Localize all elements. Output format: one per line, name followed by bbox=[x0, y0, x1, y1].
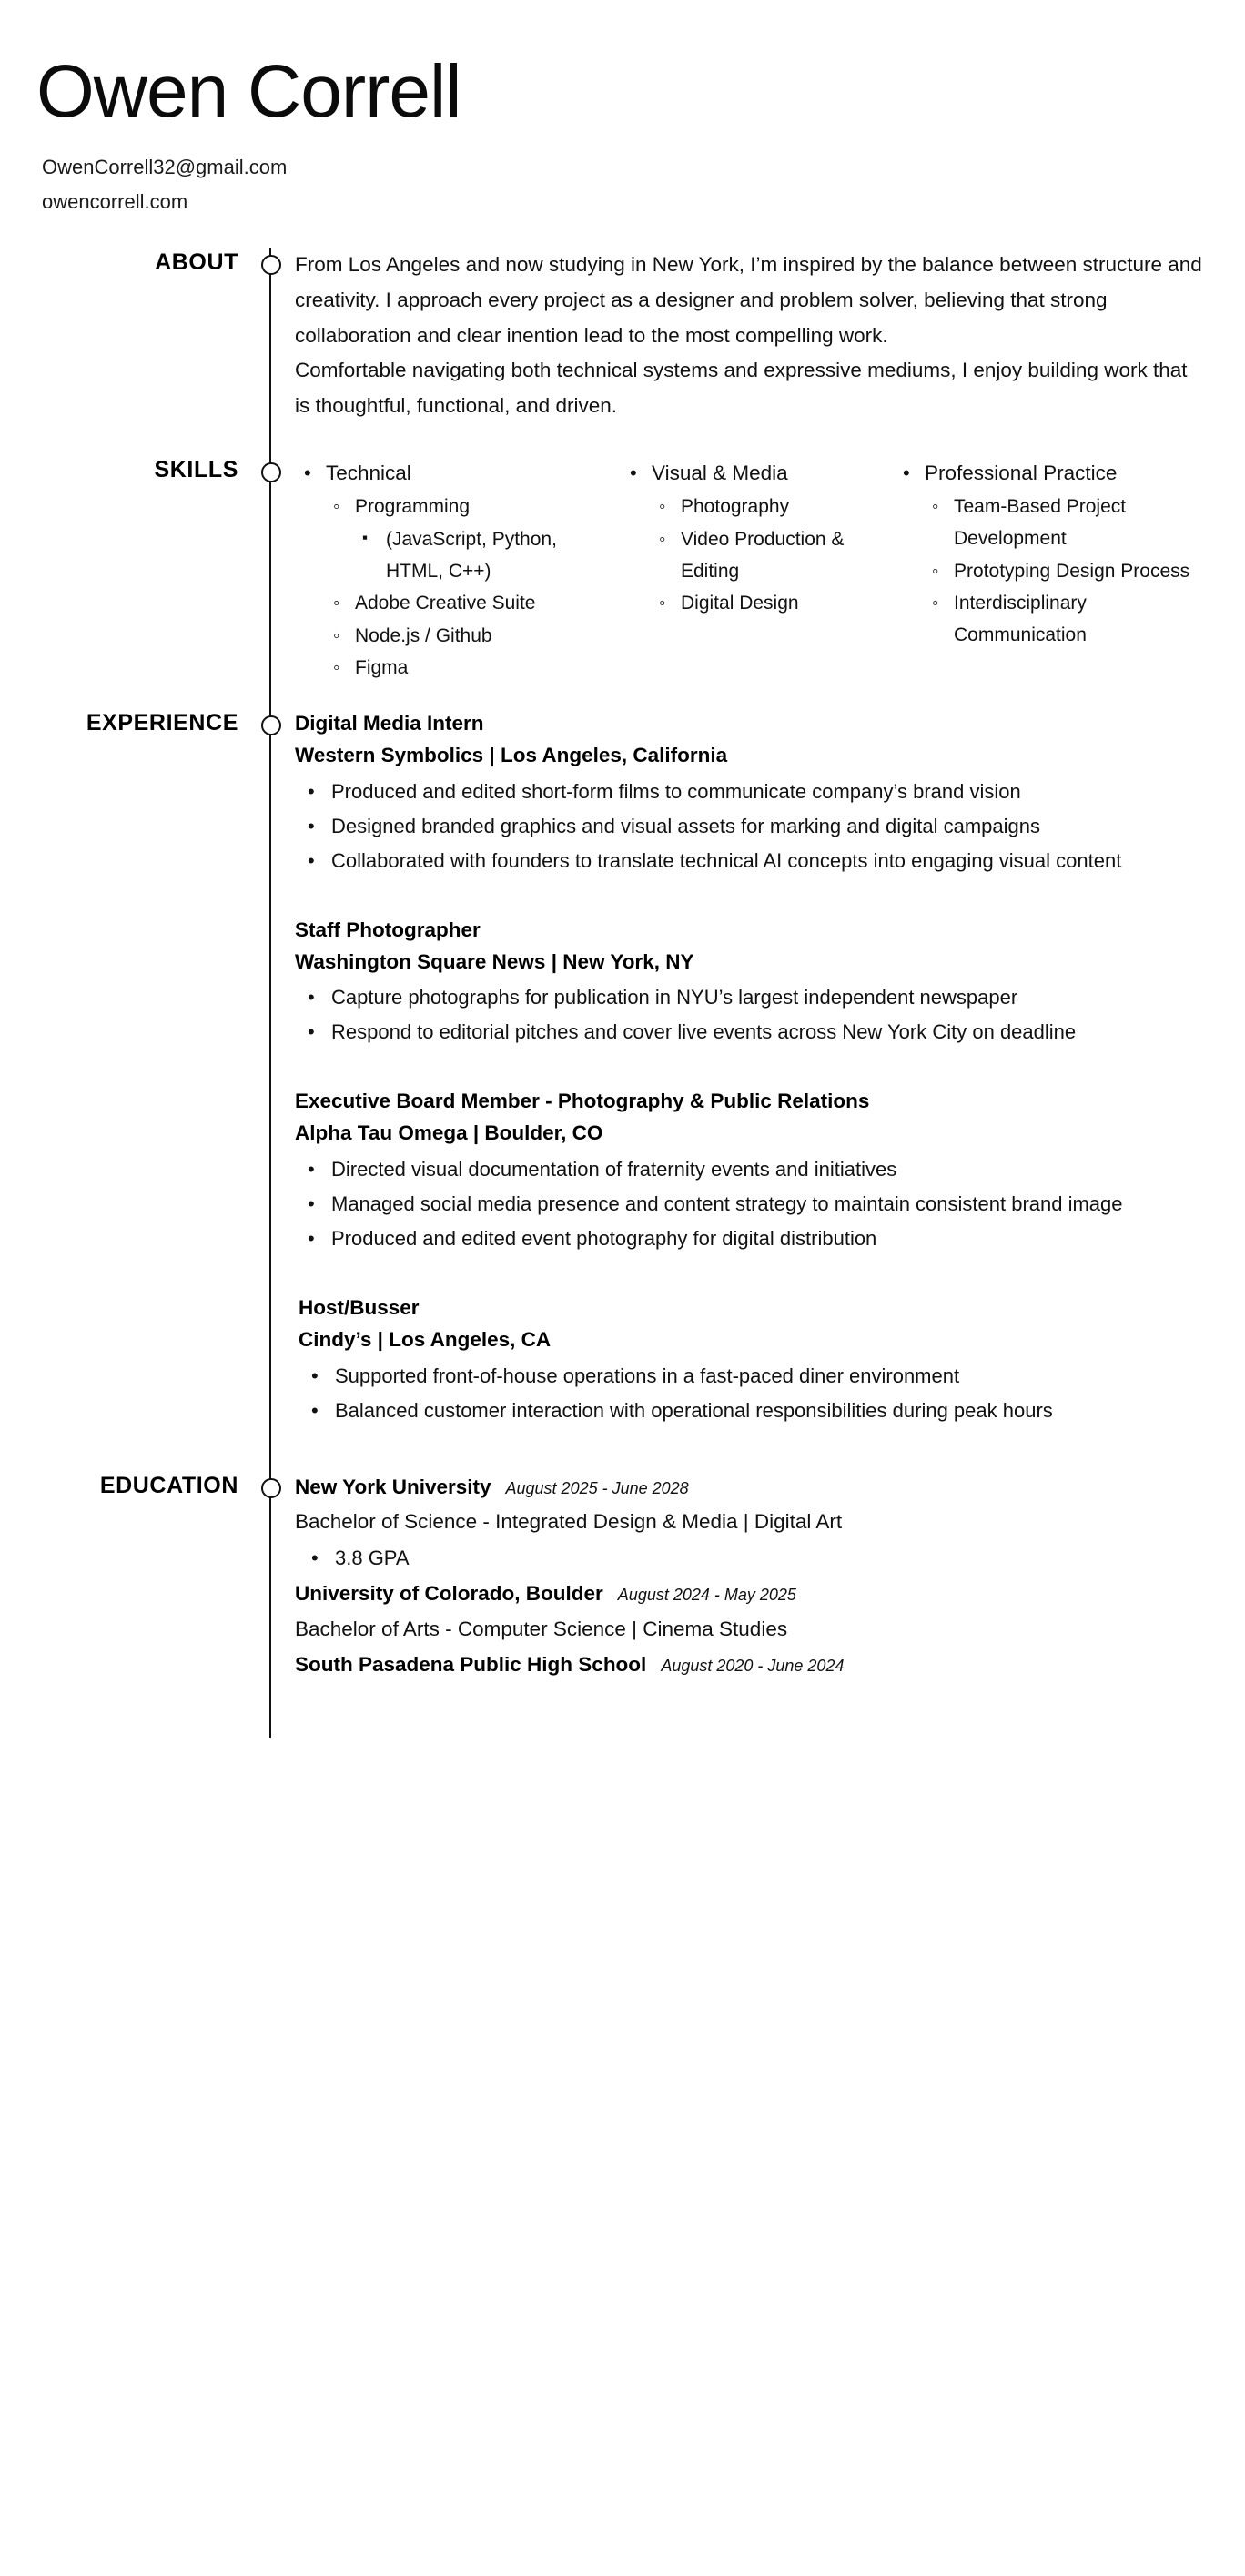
skill-group-heading: • Professional Practice bbox=[925, 457, 1201, 490]
skill-item bbox=[652, 588, 881, 620]
skills-body bbox=[288, 455, 1245, 686]
experience-body bbox=[288, 708, 1245, 1429]
job-title: Digital Media Intern bbox=[295, 712, 484, 735]
timeline-circle-icon bbox=[261, 255, 281, 275]
education-headline bbox=[295, 1648, 1214, 1681]
timeline-circle-icon bbox=[261, 1478, 281, 1498]
experience-entry bbox=[295, 708, 1214, 878]
skill-group-heading: • Visual & Media bbox=[652, 457, 881, 490]
resume-header bbox=[0, 36, 1245, 215]
education-headline bbox=[295, 1577, 1214, 1610]
skill-item-label: ◦ Photography bbox=[681, 492, 881, 523]
job-bullet: • Balanced customer interaction with operational responsibilities during peak hours bbox=[295, 1394, 1187, 1428]
education-body bbox=[288, 1471, 1245, 1683]
skill-item-label: ◦ Programming bbox=[355, 492, 608, 523]
job-bullet: • Produced and edited event photography for digital distribution bbox=[295, 1222, 1187, 1256]
skill-group bbox=[621, 457, 881, 620]
job-organization: Western Symbolics | Los Angeles, California bbox=[295, 744, 728, 766]
job-bullet: • Collaborated with founders to translate technical AI concepts into engaging visual content bbox=[295, 845, 1187, 878]
education-entry bbox=[295, 1471, 1214, 1575]
skill-item-label: ◦ Video Production & Editing bbox=[681, 524, 881, 587]
about-paragraph-1: From Los Angeles and now studying in New York, I’m inspired by the balance between structure and creativity. I approach every project as a designer and problem solver, believing that strong collaboration and clear inention lead to the most compelling work. bbox=[295, 253, 1202, 347]
spacer bbox=[0, 686, 1245, 708]
skill-item bbox=[326, 621, 608, 653]
skill-item bbox=[326, 588, 608, 620]
education-marker-col bbox=[255, 1471, 288, 1683]
skill-group bbox=[295, 457, 608, 685]
skill-item bbox=[326, 653, 608, 685]
section-experience bbox=[0, 708, 1245, 1429]
about-body bbox=[288, 248, 1245, 423]
job-organization: Washington Square News | New York, NY bbox=[295, 949, 694, 973]
experience-entry bbox=[295, 915, 1214, 1050]
timeline-circle-icon bbox=[261, 462, 281, 482]
spacer bbox=[0, 424, 1245, 455]
skill-item-label: ◦ Digital Design bbox=[681, 588, 881, 620]
job-bullet: • Designed branded graphics and visual assets for marking and digital campaigns bbox=[295, 810, 1187, 844]
website-text: owencorrell.com bbox=[42, 190, 188, 214]
job-bullet: • Produced and edited short-form films to communicate company’s brand vision bbox=[295, 776, 1187, 809]
contact-info bbox=[36, 155, 1245, 215]
skill-item bbox=[925, 492, 1201, 554]
section-education bbox=[0, 1471, 1245, 1683]
job-organization: Alpha Tau Omega | Boulder, CO bbox=[295, 1121, 603, 1145]
job-bullet: • Directed visual documentation of fraternity events and initiatives bbox=[295, 1153, 1187, 1187]
job-organization: Cindy’s | Los Angeles, CA bbox=[299, 1327, 552, 1351]
education-bullet: • 3.8 GPA bbox=[295, 1542, 1214, 1575]
section-label-education: EDUCATION bbox=[99, 1472, 238, 1498]
job-title: Host/Busser bbox=[299, 1296, 420, 1319]
education-dates: August 2024 - May 2025 bbox=[617, 1586, 796, 1605]
skills-label-col bbox=[0, 455, 255, 483]
timeline bbox=[0, 248, 1245, 1737]
skill-item-label: ◦ Adobe Creative Suite bbox=[355, 588, 608, 620]
skills-grid bbox=[295, 455, 1214, 686]
email-text: OwenCorrell32@gmail.com bbox=[42, 156, 288, 179]
experience-label-col bbox=[0, 708, 255, 736]
education-headline bbox=[295, 1471, 1214, 1504]
skill-subitem-label: ▪ (JavaScript, Python, HTML, C++) bbox=[386, 524, 608, 587]
section-skills bbox=[0, 455, 1245, 686]
about-marker-col bbox=[255, 248, 288, 423]
experience-entry bbox=[295, 1293, 1214, 1428]
skill-item-label: ◦ Figma bbox=[355, 653, 608, 685]
skill-item-label: ◦ Prototyping Design Process bbox=[954, 556, 1201, 588]
education-degree: Bachelor of Science - Integrated Design & Media | Digital Art bbox=[295, 1510, 843, 1534]
about-label-col bbox=[0, 248, 255, 276]
skill-subitem bbox=[355, 524, 608, 587]
job-title: Executive Board Member - Photography & Public Relations bbox=[295, 1090, 870, 1113]
section-label-about: ABOUT bbox=[155, 249, 238, 276]
skill-item-label: ◦ Team-Based Project Development bbox=[954, 492, 1201, 554]
experience-entry bbox=[295, 1086, 1214, 1256]
job-bullet: • Managed social media presence and content strategy to maintain consistent brand image bbox=[295, 1188, 1187, 1222]
skill-group bbox=[894, 457, 1201, 652]
skill-item bbox=[652, 492, 881, 523]
experience-marker-col bbox=[255, 708, 288, 1429]
skill-item bbox=[326, 492, 608, 587]
section-label-experience: EXPERIENCE bbox=[86, 710, 238, 736]
skill-group-heading: • Technical bbox=[326, 457, 608, 490]
timeline-circle-icon bbox=[261, 715, 281, 735]
job-bullet: • Supported front-of-house operations in a fast-paced diner environment bbox=[295, 1360, 1187, 1394]
skills-marker-col bbox=[255, 455, 288, 686]
education-dates: August 2020 - June 2024 bbox=[661, 1657, 845, 1676]
spacer bbox=[0, 1429, 1245, 1471]
education-dates: August 2025 - June 2028 bbox=[505, 1478, 689, 1497]
section-about bbox=[0, 248, 1245, 423]
skill-item-label: ◦ Node.js / Github bbox=[355, 621, 608, 653]
skill-item-label: ◦ Interdisciplinary Communication bbox=[954, 588, 1201, 651]
about-paragraph-2: Comfortable navigating both technical systems and expressive mediums, I enjoy building work that is thoughtful, functional, and driven. bbox=[295, 359, 1188, 418]
education-entry bbox=[295, 1648, 1214, 1681]
education-degree: Bachelor of Arts - Computer Science | Cinema Studies bbox=[295, 1617, 788, 1640]
skill-item bbox=[652, 524, 881, 587]
timeline-tail bbox=[0, 1683, 1245, 1738]
job-bullet: • Capture photographs for publication in NYU’s largest independent newspaper bbox=[295, 981, 1187, 1015]
job-title: Staff Photographer bbox=[295, 918, 481, 941]
job-bullet: • Respond to editorial pitches and cover live events across New York City on deadline bbox=[295, 1016, 1187, 1050]
education-entry bbox=[295, 1577, 1214, 1646]
skill-item bbox=[925, 556, 1201, 588]
skill-column bbox=[894, 457, 1214, 686]
skill-item bbox=[925, 588, 1201, 651]
education-school: University of Colorado, Boulder bbox=[295, 1582, 603, 1606]
section-label-skills: SKILLS bbox=[154, 456, 238, 482]
skill-column bbox=[621, 457, 894, 686]
education-label-col bbox=[0, 1471, 255, 1499]
skill-column bbox=[295, 457, 621, 686]
education-school: South Pasadena Public High School bbox=[295, 1653, 647, 1677]
page-title: Owen Correll bbox=[36, 50, 461, 133]
education-school: New York University bbox=[295, 1475, 491, 1498]
